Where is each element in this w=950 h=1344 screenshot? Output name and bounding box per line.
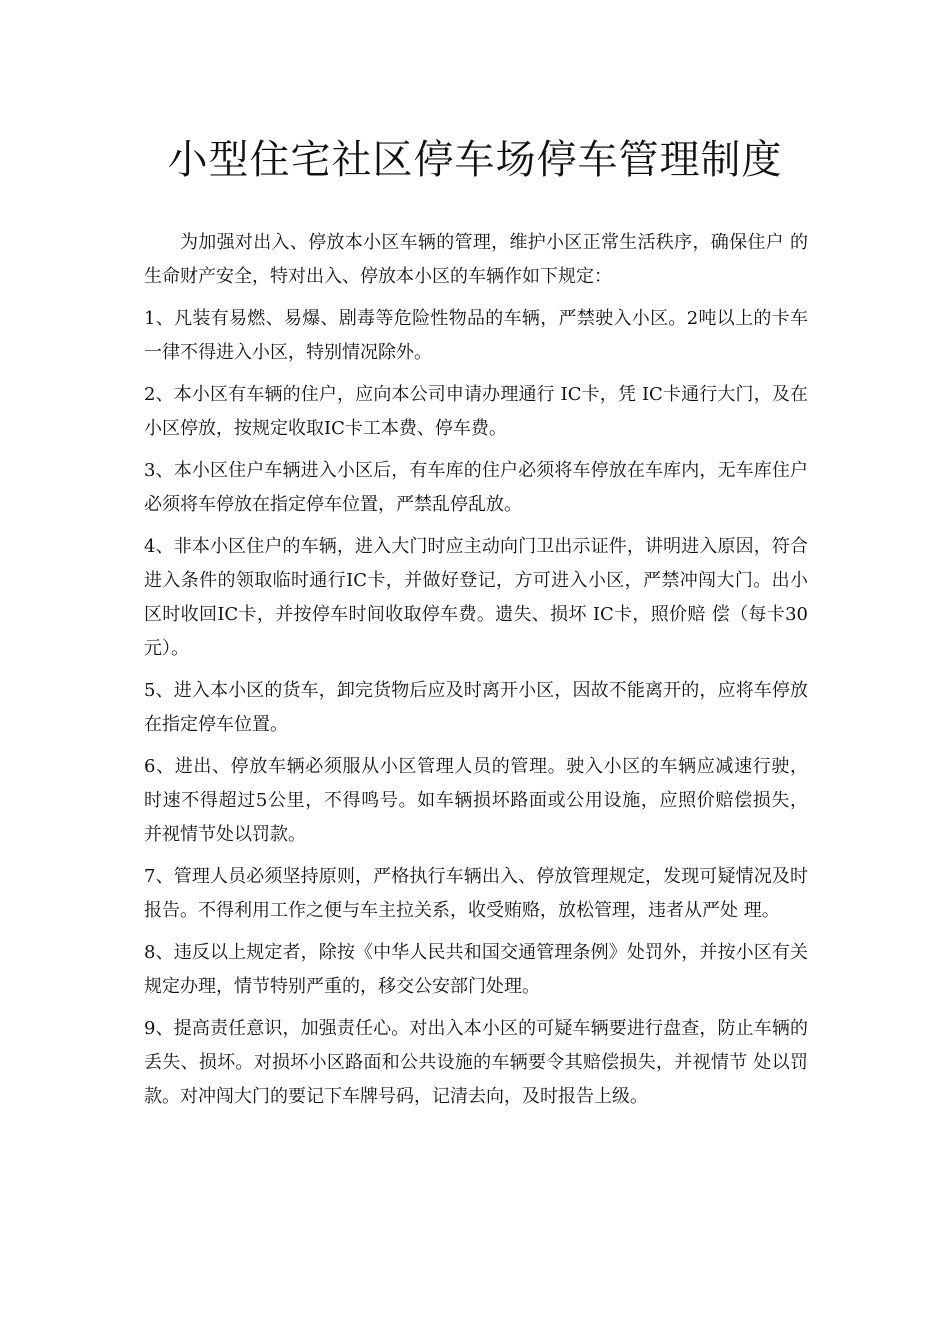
- rule-item-3: 3、本小区住户车辆进入小区后，有车库的住户必须将车停放在车库内，无车库住户必须将车停放在指定停车位置，严禁乱停乱放。: [144, 460, 808, 515]
- document-title: 小型住宅社区停车场停车管理制度: [167, 137, 783, 183]
- rule-item-9: 9、提高责任意识，加强责任心。对出入本小区的可疑车辆要进行盘查，防止车辆的丢失、损坏。对损坏小区路面和公共设施的车辆要令其赔偿损失，并视情节 处以罚款。对冲闯大门的要记下车牌号码，记清去向，及时报告上级。: [144, 1018, 808, 1107]
- rule-item-6: 6、进出、停放车辆必须服从小区管理人员的管理。驶入小区的车辆应减速行驶， 时速不得超过5公里，不得鸣号。如车辆损坏路面或公用设施，应照价赔偿损失， 并视情节处以罚款。: [144, 756, 808, 845]
- document-body: [144, 226, 808, 1122]
- intro-paragraph: 为加强对出入、停放本小区车辆的管理，维护小区正常生活秩序，确保住户 的生命财产安全，特对出入、停放本小区的车辆作如下规定：: [144, 232, 808, 287]
- rule-item-1: 1、凡装有易燃、易爆、剧毒等危险性物品的车辆，严禁驶入小区。2吨以上的卡车一律不得进入小区，特别情况除外。: [144, 308, 808, 363]
- rule-item-4: 4、非本小区住户的车辆，进入大门时应主动向门卫出示证件，讲明进入原因，符合进入条件的领取临时通行IC卡，并做好登记，方可进入小区，严禁冲闯大门。出小区时收回IC卡，并按停车时间收取停车费。遗失、损坏 IC卡，照价赔 偿（每卡30元）。: [144, 536, 808, 659]
- rule-item-5: 5、进入本小区的货车，卸完货物后应及时离开小区，因故不能离开的，应将车停放在指定停车位置。: [144, 680, 808, 735]
- rule-item-8: 8、违反以上规定者，除按《中华人民共和国交通管理条例》处罚外，并按小区有关规定办理，情节特别严重的，移交公安部门处理。: [144, 942, 808, 997]
- rule-item-7: 7、管理人员必须坚持原则，严格执行车辆出入、停放管理规定，发现可疑情况及时报告。不得利用工作之便与车主拉关系，收受贿赂，放松管理，违者从严处 理。: [144, 866, 808, 921]
- rule-item-2: 2、本小区有车辆的住户，应向本公司申请办理通行 IC卡，凭 IC卡通行大门，及在小区停放，按规定收取IC卡工本费、停车费。: [144, 384, 808, 439]
